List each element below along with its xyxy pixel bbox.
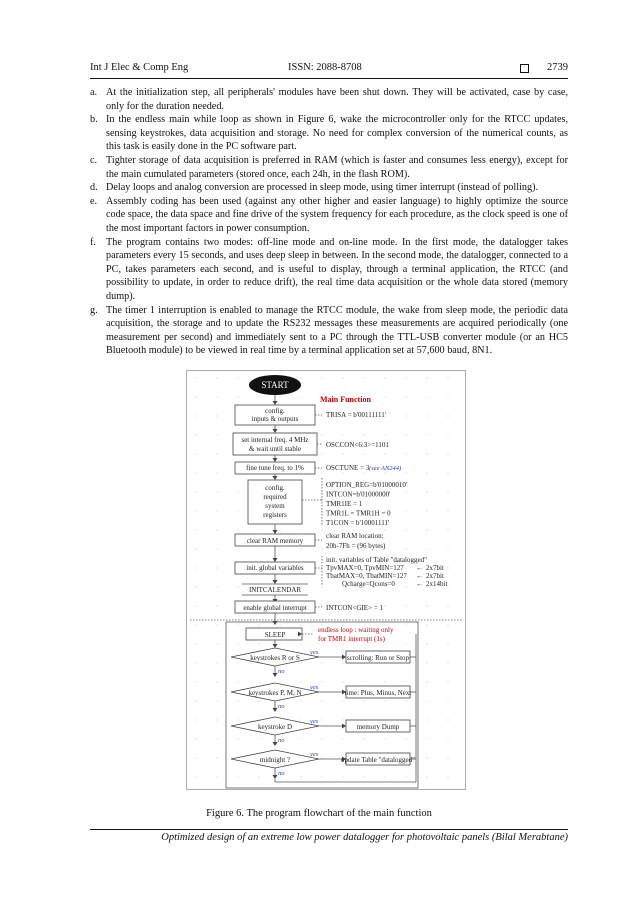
list-item	[90, 304, 568, 358]
grid-dot	[448, 682, 449, 683]
page-header	[90, 62, 568, 78]
grid-dot	[301, 644, 302, 645]
list-marker: b.	[90, 114, 98, 126]
grid-dot	[385, 454, 386, 455]
journal-name: Int J Elec & Comp Eng	[90, 62, 189, 73]
decision-label: keystroke D	[257, 723, 293, 731]
grid-dot	[280, 644, 281, 645]
grid-dot	[448, 473, 449, 474]
list-item-text: Delay loops and analog conversion are processed in sleep mode, using timer interrupt (instead of polling).	[106, 182, 539, 194]
grid-dot	[322, 663, 323, 664]
grid-dot	[406, 435, 407, 436]
list-item	[90, 86, 568, 113]
decision-label: keystrokes P, M, N	[248, 689, 302, 697]
bit-note: 2x7bit	[426, 572, 444, 580]
list-marker: a.	[90, 87, 98, 98]
list-marker: g.	[90, 304, 98, 316]
grid-dot	[364, 435, 365, 436]
set-freq-label: & wait until stable	[249, 445, 301, 453]
register-label: TMR1IE = 1	[326, 500, 363, 508]
grid-dot	[196, 606, 197, 607]
sleep-note: for TMR1 interrupt (1s)	[318, 635, 385, 643]
grid-dot	[448, 454, 449, 455]
grid-dot	[448, 663, 449, 664]
grid-dot	[217, 682, 218, 683]
grid-dot	[322, 549, 323, 550]
grid-dot	[238, 701, 239, 702]
list-item-text: In the endless main while loop as shown in Figure 6, wake the microcontroller only for the RTCC updates, sensing keystrokes, data acquisition and storage. No need for complex conversion of the numerical counts, as this task is easily done in the PC software part.	[106, 114, 568, 153]
grid-dot	[322, 777, 323, 778]
grid-dot	[322, 378, 323, 379]
grid-dot	[406, 511, 407, 512]
grid-dot	[427, 625, 428, 626]
grid-dot	[406, 587, 407, 588]
grid-dot	[196, 663, 197, 664]
grid-dot	[238, 625, 239, 626]
grid-dot	[280, 397, 281, 398]
grid-dot	[427, 663, 428, 664]
grid-dot	[238, 492, 239, 493]
grid-dot	[343, 701, 344, 702]
grid-dot	[322, 473, 323, 474]
register-label: OPTION_REG=b'01000010'	[326, 481, 408, 489]
clear-ram-note: 20h-7Fh = (96 bytes)	[326, 542, 386, 550]
grid-dot	[448, 530, 449, 531]
grid-dot	[448, 549, 449, 550]
grid-dot	[196, 777, 197, 778]
grid-dot	[238, 644, 239, 645]
list-item	[90, 113, 568, 154]
grid-dot	[364, 644, 365, 645]
grid-dot	[280, 625, 281, 626]
osctune-label: OSCTUNE = 3	[326, 464, 370, 472]
grid-dot	[427, 435, 428, 436]
list-marker: e.	[90, 195, 98, 207]
grid-dot	[196, 701, 197, 702]
grid-dot	[427, 492, 428, 493]
grid-dot	[301, 625, 302, 626]
grid-dot	[448, 606, 449, 607]
no-label: no	[278, 668, 285, 675]
grid-dot	[322, 416, 323, 417]
action-label: memory Dump	[356, 723, 400, 731]
grid-dot	[280, 530, 281, 531]
grid-dot	[448, 777, 449, 778]
grid-dot	[343, 454, 344, 455]
grid-dot	[217, 739, 218, 740]
grid-dot	[238, 511, 239, 512]
grid-dot	[301, 397, 302, 398]
grid-dot	[406, 416, 407, 417]
grid-dot	[364, 378, 365, 379]
list-item	[90, 195, 568, 236]
grid-dot	[427, 682, 428, 683]
grid-dot	[259, 777, 260, 778]
grid-dot	[343, 378, 344, 379]
grid-dot	[301, 701, 302, 702]
no-label: no	[278, 770, 285, 777]
grid-dot	[322, 758, 323, 759]
grid-dot	[196, 625, 197, 626]
grid-dot	[322, 682, 323, 683]
yes-label: yes	[310, 751, 319, 758]
grid-dot	[427, 644, 428, 645]
footer-rule	[90, 829, 568, 830]
init-vars-note: TpvMAX=0, TpvMIN=127	[326, 564, 404, 572]
grid-dot	[259, 701, 260, 702]
grid-dot	[301, 682, 302, 683]
grid-dot	[343, 435, 344, 436]
grid-dot	[238, 682, 239, 683]
grid-dot	[343, 644, 344, 645]
grid-dot	[385, 682, 386, 683]
grid-dot	[448, 739, 449, 740]
list-item-text: Assembly coding has been used (against any other higher and easier language) to highly optimize the source code space, the data space and fine drive of the system frequency for each procedure, as the clock speed is one of the most important factors in power consumption.	[106, 195, 568, 234]
grid-dot	[364, 454, 365, 455]
grid-dot	[343, 663, 344, 664]
clear-ram-label: clear RAM memory	[246, 537, 304, 545]
grid-dot	[196, 549, 197, 550]
figure-6	[186, 370, 466, 790]
grid-dot	[259, 530, 260, 531]
grid-dot	[385, 473, 386, 474]
grid-dot	[322, 644, 323, 645]
grid-dot	[301, 720, 302, 721]
config-regs-label: system	[265, 502, 285, 510]
grid-dot	[217, 587, 218, 588]
grid-dot	[427, 473, 428, 474]
grid-dot	[427, 530, 428, 531]
grid-dot	[427, 701, 428, 702]
list-item-text: Tighter storage of data acquisition is preferred in RAM (which is faster and consumes less energy), except for the main cumulated parameters (stored once, each 24h, in the flash ROM).	[106, 154, 568, 180]
grid-dot	[301, 777, 302, 778]
init-calendar-label: INITCALENDAR	[248, 586, 302, 594]
grid-dot	[322, 739, 323, 740]
grid-dot	[196, 492, 197, 493]
grid-dot	[196, 530, 197, 531]
grid-dot	[406, 777, 407, 778]
no-label: no	[278, 703, 285, 710]
grid-dot	[406, 701, 407, 702]
grid-dot	[448, 644, 449, 645]
grid-dot	[196, 758, 197, 759]
grid-dot	[448, 625, 449, 626]
grid-dot	[322, 454, 323, 455]
grid-dot	[322, 606, 323, 607]
grid-dot	[343, 777, 344, 778]
grid-dot	[217, 549, 218, 550]
grid-dot	[406, 625, 407, 626]
grid-dot	[385, 777, 386, 778]
grid-dot	[427, 758, 428, 759]
grid-dot	[427, 511, 428, 512]
grid-dot	[259, 625, 260, 626]
grid-dot	[406, 739, 407, 740]
register-label: INTCON=b'01000000'	[326, 490, 391, 499]
grid-dot	[427, 397, 428, 398]
grid-dot	[343, 739, 344, 740]
grid-dot	[406, 530, 407, 531]
issn: ISSN: 2088-8708	[288, 62, 362, 73]
grid-dot	[427, 416, 428, 417]
page-number: 2739	[547, 62, 568, 73]
list-marker: f.	[90, 236, 96, 248]
grid-dot	[406, 682, 407, 683]
grid-dot	[217, 435, 218, 436]
init-vars-note: Qcharge=Qcons=0	[342, 580, 395, 588]
fine-tune-label: fine tune freq. to 1%	[246, 464, 304, 472]
grid-dot	[196, 720, 197, 721]
grid-dot	[364, 473, 365, 474]
grid-dot	[385, 435, 386, 436]
grid-dot	[259, 644, 260, 645]
grid-dot	[364, 739, 365, 740]
list-marker: d.	[90, 182, 98, 194]
figure-caption: Figure 6. The program flowchart of the main function	[206, 808, 432, 819]
trisa-label: TRISA = b'00111111'	[326, 411, 387, 419]
grid-dot	[406, 644, 407, 645]
flowchart-diagram	[186, 370, 466, 790]
grid-dot	[448, 416, 449, 417]
grid-dot	[217, 758, 218, 759]
grid-dot	[385, 397, 386, 398]
set-freq-label: set internal freq. 4 MHz	[241, 436, 309, 444]
grid-dot	[427, 720, 428, 721]
sleep-label: SLEEP	[264, 631, 286, 639]
grid-dot	[385, 739, 386, 740]
grid-dot	[448, 397, 449, 398]
grid-dot	[343, 473, 344, 474]
grid-dot	[322, 492, 323, 493]
grid-dot	[406, 606, 407, 607]
left-arrow-icon: ←	[416, 572, 423, 580]
grid-dot	[196, 568, 197, 569]
grid-dot	[217, 473, 218, 474]
grid-dot	[343, 720, 344, 721]
grid-dot	[406, 473, 407, 474]
grid-dot	[217, 701, 218, 702]
grid-dot	[301, 663, 302, 664]
header-rule	[90, 78, 568, 79]
grid-dot	[448, 587, 449, 588]
bit-note: 2x14bit	[426, 580, 448, 588]
grid-dot	[217, 625, 218, 626]
grid-dot	[217, 530, 218, 531]
left-arrow-icon: ←	[416, 580, 423, 588]
yes-label: yes	[310, 718, 319, 725]
grid-dot	[238, 549, 239, 550]
grid-dot	[217, 492, 218, 493]
yes-label: yes	[310, 684, 319, 691]
grid-dot	[322, 720, 323, 721]
grid-dot	[427, 739, 428, 740]
grid-dot	[196, 682, 197, 683]
grid-dot	[448, 720, 449, 721]
grid-dot	[196, 473, 197, 474]
sleep-note: endless loop : waiting only	[318, 626, 394, 634]
grid-dot	[196, 454, 197, 455]
config-regs-label: required	[263, 493, 287, 501]
grid-dot	[238, 777, 239, 778]
grid-dot	[427, 777, 428, 778]
grid-dot	[217, 397, 218, 398]
grid-dot	[448, 701, 449, 702]
left-arrow-icon: ←	[416, 564, 423, 572]
action-label: time: Plus, Minus, Next	[344, 689, 412, 697]
decision-label: keystrokes R or S	[250, 654, 300, 662]
action-label: update Table "datalogged"	[341, 756, 415, 764]
yes-label: yes	[310, 649, 319, 656]
grid-dot	[343, 682, 344, 683]
grid-dot	[217, 454, 218, 455]
init-vars-note: TbatMAX=0, TbatMIN=127	[326, 572, 407, 580]
grid-dot	[217, 777, 218, 778]
grid-dot	[364, 777, 365, 778]
bit-note: 2x7bit	[426, 564, 444, 572]
grid-dot	[427, 454, 428, 455]
grid-dot	[406, 492, 407, 493]
main-function-label: Main Function	[320, 395, 371, 404]
action-label: scrolling: Run or Stop	[346, 654, 410, 662]
grid-dot	[196, 587, 197, 588]
grid-dot	[322, 587, 323, 588]
grid-dot	[280, 701, 281, 702]
grid-dot	[385, 644, 386, 645]
grid-dot	[322, 435, 323, 436]
grid-dot	[217, 416, 218, 417]
grid-dot	[427, 606, 428, 607]
list-item	[90, 154, 568, 181]
decision-label: midnight ?	[259, 756, 291, 764]
list-marker: c.	[90, 154, 98, 166]
list-item	[90, 236, 568, 304]
page-footer: Optimized design of an extreme low power datalogger for photovoltaic panels (Bilal Merabtane)	[161, 832, 568, 843]
grid-dot	[196, 739, 197, 740]
grid-dot	[301, 530, 302, 531]
grid-dot	[448, 568, 449, 569]
grid-dot	[343, 530, 344, 531]
grid-dot	[385, 606, 386, 607]
grid-dot	[217, 378, 218, 379]
grid-dot	[217, 720, 218, 721]
grid-dot	[238, 720, 239, 721]
grid-dot	[238, 378, 239, 379]
grid-dot	[217, 568, 218, 569]
grid-dot	[217, 644, 218, 645]
clear-ram-note: clear RAM location:	[326, 532, 384, 540]
grid-dot	[427, 378, 428, 379]
grid-dot	[196, 378, 197, 379]
grid-dot	[364, 682, 365, 683]
grid-dot	[217, 511, 218, 512]
config-regs-label: registers	[263, 511, 287, 519]
grid-dot	[406, 549, 407, 550]
grid-dot	[322, 701, 323, 702]
list-item-text: At the initialization step, all peripherals' modules have been shut down. They will be activated, case by case, only for the duration needed.	[106, 87, 568, 112]
grid-dot	[406, 454, 407, 455]
config-regs-label: config.	[265, 484, 285, 492]
grid-dot	[196, 435, 197, 436]
osccon-label: OSCCON<6:3>=1101	[326, 441, 389, 449]
no-label: no	[278, 737, 285, 744]
grid-dot	[448, 435, 449, 436]
grid-dot	[301, 549, 302, 550]
config-io-label: config.	[265, 407, 285, 415]
body-list	[90, 86, 568, 358]
grid-dot	[385, 378, 386, 379]
grid-dot	[196, 416, 197, 417]
osctune-note: (see AN244)	[369, 465, 402, 472]
init-vars-note: init. variables of Table "datalogged"	[326, 556, 427, 564]
grid-dot	[364, 530, 365, 531]
grid-dot	[238, 530, 239, 531]
register-label: T1CON = b'10001111'	[326, 519, 390, 527]
grid-dot	[406, 397, 407, 398]
grid-dot	[385, 701, 386, 702]
grid-dot	[385, 530, 386, 531]
grid-dot	[259, 682, 260, 683]
grid-dot	[259, 549, 260, 550]
config-io-label: inputs & outputs	[251, 415, 299, 423]
grid-dot	[238, 739, 239, 740]
grid-dot	[322, 530, 323, 531]
grid-dot	[196, 511, 197, 512]
start-label: START	[261, 380, 289, 390]
list-item-text: The program contains two modes: off-line mode and on-line mode. In the first mode, the datalogger takes parameters every 15 seconds, and uses deep sleep in between. In the second mode, the datalogger, connected to a PC, takes parameters each second, and is useful to display, through a terminal application, the RTCC (and possibility to update, in order to reduce drift), the real time data acquisition or the whole data stored (memory dump).	[106, 236, 568, 302]
grid-dot	[448, 378, 449, 379]
grid-dot	[196, 644, 197, 645]
grid-dot	[217, 606, 218, 607]
grid-dot	[238, 663, 239, 664]
grid-dot	[448, 492, 449, 493]
grid-dot	[364, 701, 365, 702]
grid-dot	[259, 739, 260, 740]
grid-dot	[406, 378, 407, 379]
grid-dot	[259, 397, 260, 398]
figure-frame	[187, 371, 466, 790]
list-item-text: The timer 1 interruption is enabled to manage the RTCC module, the wake from sleep mode, the periodic data acquisition, the storage and to update the RS232 messages these measurements are acquired periodically (one measurement per second) and immediately sent to a PC through the TTL-USB converter module (or an HC5 Bluetooth module) to be viewed in real time by a terminal application set at 57,600 baud, 8N1.	[106, 304, 568, 357]
grid-dot	[301, 739, 302, 740]
list-item	[90, 181, 568, 195]
grid-dot	[280, 549, 281, 550]
grid-dot	[238, 587, 239, 588]
grid-dot	[217, 663, 218, 664]
grid-dot	[301, 378, 302, 379]
grid-dot	[406, 568, 407, 569]
checkbox-square-icon	[520, 64, 529, 73]
grid-dot	[196, 397, 197, 398]
grid-dot	[427, 549, 428, 550]
grid-dot	[448, 511, 449, 512]
enable-interrupt-label: enable global interrupt	[243, 604, 307, 612]
grid-dot	[280, 682, 281, 683]
register-label: TMR1L = TMR1H = 0	[326, 509, 391, 518]
intcon-gie-label: INTCON<GIE> = 1	[326, 604, 383, 612]
grid-dot	[448, 758, 449, 759]
init-vars-label: init. global variables	[246, 564, 304, 572]
grid-dot	[238, 397, 239, 398]
